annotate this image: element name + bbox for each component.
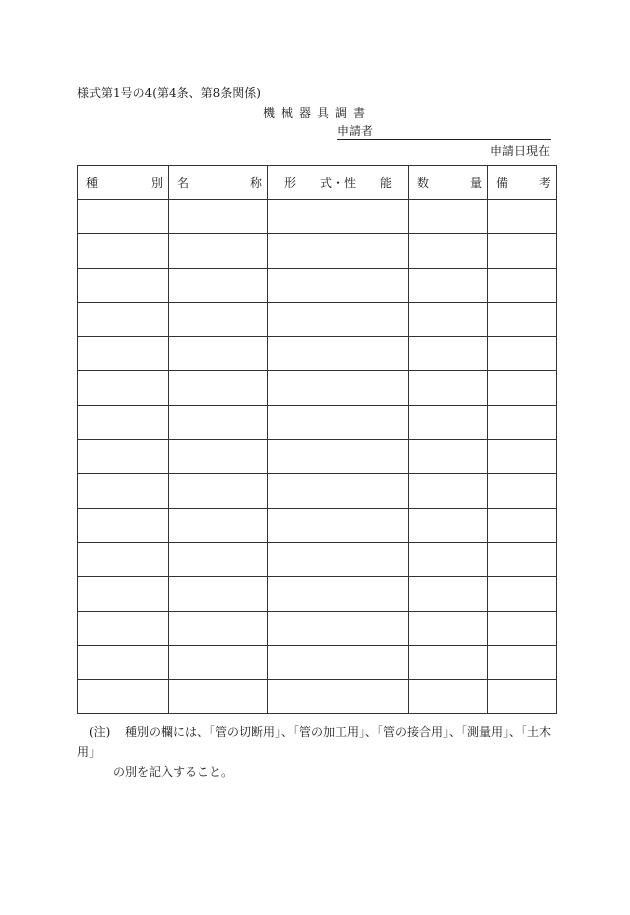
cell-model-performance[interactable]	[268, 680, 409, 714]
header-model-performance	[268, 166, 409, 200]
cell-name[interactable]	[169, 680, 268, 714]
table-row	[78, 440, 557, 474]
footnote-mark: (注)	[89, 725, 111, 739]
cell-name[interactable]	[169, 405, 268, 439]
cell-name[interactable]	[169, 645, 268, 679]
cell-quantity[interactable]	[409, 577, 488, 611]
cell-model-performance[interactable]	[268, 337, 409, 371]
header-quantity-char-1: 数	[417, 176, 430, 190]
table-row	[78, 645, 557, 679]
cell-model-performance[interactable]	[268, 268, 409, 302]
cell-remarks[interactable]	[488, 405, 557, 439]
header-remarks-char-1: 備	[496, 176, 509, 190]
header-name-char-1: 名	[177, 176, 190, 190]
cell-model-performance[interactable]	[268, 371, 409, 405]
cell-model-performance[interactable]	[268, 645, 409, 679]
table-row	[78, 577, 557, 611]
cell-model-performance[interactable]	[268, 508, 409, 542]
table-row	[78, 474, 557, 508]
header-quantity-char-2: 量	[469, 176, 482, 190]
cell-name[interactable]	[169, 371, 268, 405]
cell-quantity[interactable]	[409, 440, 488, 474]
cell-quantity[interactable]	[409, 405, 488, 439]
cell-model-performance[interactable]	[268, 542, 409, 576]
header-model-mid: 式・性	[319, 176, 356, 190]
cell-type[interactable]	[78, 405, 169, 439]
form-number: 様式第1号の4(第4条、第8条関係)	[77, 86, 261, 100]
cell-remarks[interactable]	[488, 302, 557, 336]
cell-type[interactable]	[78, 680, 169, 714]
equipment-table	[77, 165, 557, 714]
table-row	[78, 337, 557, 371]
header-name	[169, 166, 268, 200]
table-header-row	[78, 166, 557, 200]
footnote	[77, 722, 567, 782]
footnote-line-1	[77, 722, 567, 762]
applicant-label: 申請者	[337, 124, 374, 138]
cell-model-performance[interactable]	[268, 234, 409, 268]
header-type-char-2: 別	[150, 176, 163, 190]
table-row	[78, 542, 557, 576]
cell-name[interactable]	[169, 440, 268, 474]
as-of-date-label: 申請日現在	[489, 144, 550, 158]
applicant-signature-line[interactable]	[373, 124, 551, 140]
cell-quantity[interactable]	[409, 200, 488, 234]
header-model-char-last: 能	[379, 176, 392, 190]
table-row	[78, 302, 557, 336]
cell-name[interactable]	[169, 337, 268, 371]
cell-remarks[interactable]	[488, 474, 557, 508]
cell-quantity[interactable]	[409, 337, 488, 371]
cell-remarks[interactable]	[488, 645, 557, 679]
header-remarks	[488, 166, 557, 200]
cell-quantity[interactable]	[409, 508, 488, 542]
cell-type[interactable]	[78, 474, 169, 508]
cell-quantity[interactable]	[409, 611, 488, 645]
cell-quantity[interactable]	[409, 645, 488, 679]
cell-name[interactable]	[169, 302, 268, 336]
cell-quantity[interactable]	[409, 542, 488, 576]
cell-type[interactable]	[78, 508, 169, 542]
cell-model-performance[interactable]	[268, 302, 409, 336]
table-body	[78, 200, 557, 714]
footnote-text-1: 種別の欄には、「管の切断用」、「管の加工用」、「管の接合用」、「測量用」、「土木用」	[77, 725, 552, 759]
table-row	[78, 200, 557, 234]
cell-name[interactable]	[169, 268, 268, 302]
cell-name[interactable]	[169, 474, 268, 508]
cell-name[interactable]	[169, 611, 268, 645]
cell-quantity[interactable]	[409, 474, 488, 508]
cell-type[interactable]	[78, 234, 169, 268]
cell-type[interactable]	[78, 200, 169, 234]
cell-model-performance[interactable]	[268, 577, 409, 611]
cell-remarks[interactable]	[488, 371, 557, 405]
cell-model-performance[interactable]	[268, 611, 409, 645]
document-title: 機械器具調書	[262, 106, 371, 120]
cell-type[interactable]	[78, 611, 169, 645]
table-row	[78, 268, 557, 302]
applicant-field	[337, 124, 551, 140]
cell-model-performance[interactable]	[268, 474, 409, 508]
table-row	[78, 371, 557, 405]
cell-remarks[interactable]	[488, 268, 557, 302]
cell-quantity[interactable]	[409, 371, 488, 405]
cell-name[interactable]	[169, 542, 268, 576]
header-type	[78, 166, 169, 200]
cell-name[interactable]	[169, 577, 268, 611]
cell-remarks[interactable]	[488, 577, 557, 611]
header-type-char-1: 種	[86, 176, 99, 190]
cell-remarks[interactable]	[488, 611, 557, 645]
cell-remarks[interactable]	[488, 234, 557, 268]
cell-quantity[interactable]	[409, 234, 488, 268]
cell-remarks[interactable]	[488, 440, 557, 474]
cell-type[interactable]	[78, 268, 169, 302]
header-quantity	[409, 166, 488, 200]
header-remarks-char-2: 考	[538, 176, 551, 190]
cell-remarks[interactable]	[488, 542, 557, 576]
table-row	[78, 680, 557, 714]
footnote-line-2: の別を記入すること。	[113, 765, 234, 779]
cell-type[interactable]	[78, 371, 169, 405]
cell-type[interactable]	[78, 577, 169, 611]
cell-remarks[interactable]	[488, 680, 557, 714]
table-row	[78, 405, 557, 439]
cell-name[interactable]	[169, 200, 268, 234]
cell-quantity[interactable]	[409, 302, 488, 336]
cell-remarks[interactable]	[488, 200, 557, 234]
cell-type[interactable]	[78, 302, 169, 336]
table-row	[78, 234, 557, 268]
cell-type[interactable]	[78, 440, 169, 474]
cell-remarks[interactable]	[488, 508, 557, 542]
cell-remarks[interactable]	[488, 337, 557, 371]
cell-quantity[interactable]	[409, 268, 488, 302]
cell-quantity[interactable]	[409, 680, 488, 714]
header-model-char-1: 形	[284, 176, 297, 190]
table-row	[78, 508, 557, 542]
cell-name[interactable]	[169, 234, 268, 268]
cell-type[interactable]	[78, 337, 169, 371]
cell-model-performance[interactable]	[268, 440, 409, 474]
cell-model-performance[interactable]	[268, 200, 409, 234]
header-name-char-2: 称	[249, 176, 262, 190]
cell-type[interactable]	[78, 645, 169, 679]
table-row	[78, 611, 557, 645]
cell-model-performance[interactable]	[268, 405, 409, 439]
cell-type[interactable]	[78, 542, 169, 576]
cell-name[interactable]	[169, 508, 268, 542]
